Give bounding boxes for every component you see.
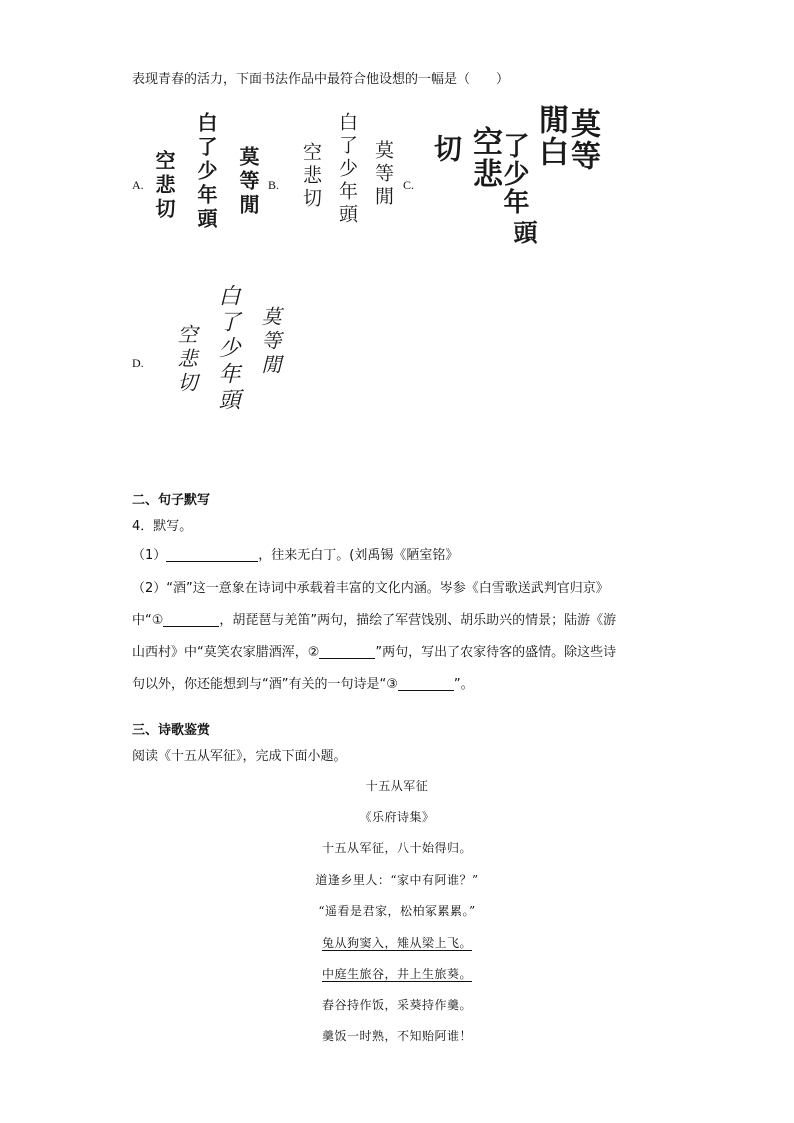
fill-item-2-line-4 [132,673,474,692]
question-stem: 表现青春的活力，下面书法作品中最符合他设想的一幅是（ ） [132,72,510,87]
blank-2-1[interactable] [163,612,219,627]
option-b-calligraphy[interactable] [290,110,400,265]
question-4-number: 4．默写。 [132,519,193,534]
blank-1[interactable] [166,547,258,562]
option-a-label[interactable]: A. [132,178,144,192]
option-b-col-1: 莫等閒 [372,140,394,209]
fill-item-2-text-f: ”。 [453,677,474,692]
poem-source: 《乐府诗集》 [359,810,435,824]
fill-item-2-text-e: 句以外，你还能想到与“酒”有关的一句诗是“③ [132,677,398,692]
poem-line-6: 舂谷持作饭，采葵持作羹。 [321,998,472,1012]
fill-item-2-text-a: 中“① [132,613,164,628]
option-a-col-2: 白了少年頭 [194,112,218,232]
option-c-col-5: 空悲 [467,126,502,190]
blank-2-3[interactable] [398,676,454,691]
blank-2-2[interactable] [319,644,375,659]
option-d-col-2: 白了少年頭 [215,284,240,414]
poem-line-7: 羹饭一时熟，不知贻阿谁！ [321,1029,472,1043]
option-c-col-2: 閒白 [533,104,568,168]
option-d-col-1: 莫等閒 [258,306,282,378]
option-c-label[interactable]: C. [403,178,415,192]
option-a-col-1: 莫等閒 [236,146,260,218]
poem-line-2: 道逢乡里人：“家中有阿谁？” [315,873,479,887]
poem-line-5: 中庭生旅谷，井上生旅葵。 [321,967,472,981]
option-c-col-6: 切 [430,134,463,164]
fill-item-1-suffix: ，往来无白丁。(刘禹锡《陋室铭》 [258,548,459,563]
poem-line-1: 十五从军征，八十始得归。 [321,841,472,855]
fill-item-2-line-1: （2）“酒”这一意象在诗词中承载着丰富的文化内涵。岑参《白雪歌送武判官归京》 [132,581,609,596]
option-d-label[interactable]: D. [132,356,144,370]
fill-item-1 [132,544,458,563]
fill-item-2-line-2 [132,609,616,628]
option-c-col-4: 頭 [509,220,538,246]
option-b-col-3: 空悲切 [300,142,322,211]
section-3-heading: 三、诗歌鉴赏 [132,723,211,738]
option-d-col-3: 空悲切 [174,324,198,396]
option-a-calligraphy[interactable] [146,110,266,260]
option-c-col-1: 莫等 [565,108,600,172]
fill-item-2-text-b: ，胡琵琶与羌笛”两句，描绘了军营饯别、胡乐助兴的情景；陆游《游 [219,613,617,628]
poem-title: 十五从军征 [365,779,429,793]
poem-line-4: 兔从狗窦入，雉从梁上飞。 [321,936,472,950]
option-c-col-3: 了少年 [499,132,529,216]
option-b-label[interactable]: B. [268,178,280,192]
section-3-instruction: 阅读《十五从军征》，完成下面小题。 [132,749,347,764]
option-a-col-3: 空悲切 [152,150,176,222]
option-c-calligraphy[interactable] [424,104,600,264]
poem-line-3: “遥看是君家，松柏冢累累。” [318,904,476,918]
fill-item-1-prefix: （1） [132,548,167,563]
section-2-heading: 二、句子默写 [132,493,211,508]
fill-item-2-text-d: ”两句，写出了农家待客的盛情。除这些诗 [375,645,617,660]
option-d-calligraphy[interactable] [166,284,286,444]
option-b-col-2: 白了少年頭 [336,112,358,227]
fill-item-2-line-3 [132,641,616,660]
fill-item-2-text-c: 山西村》中“莫笑农家腊酒浑，② [132,645,320,660]
